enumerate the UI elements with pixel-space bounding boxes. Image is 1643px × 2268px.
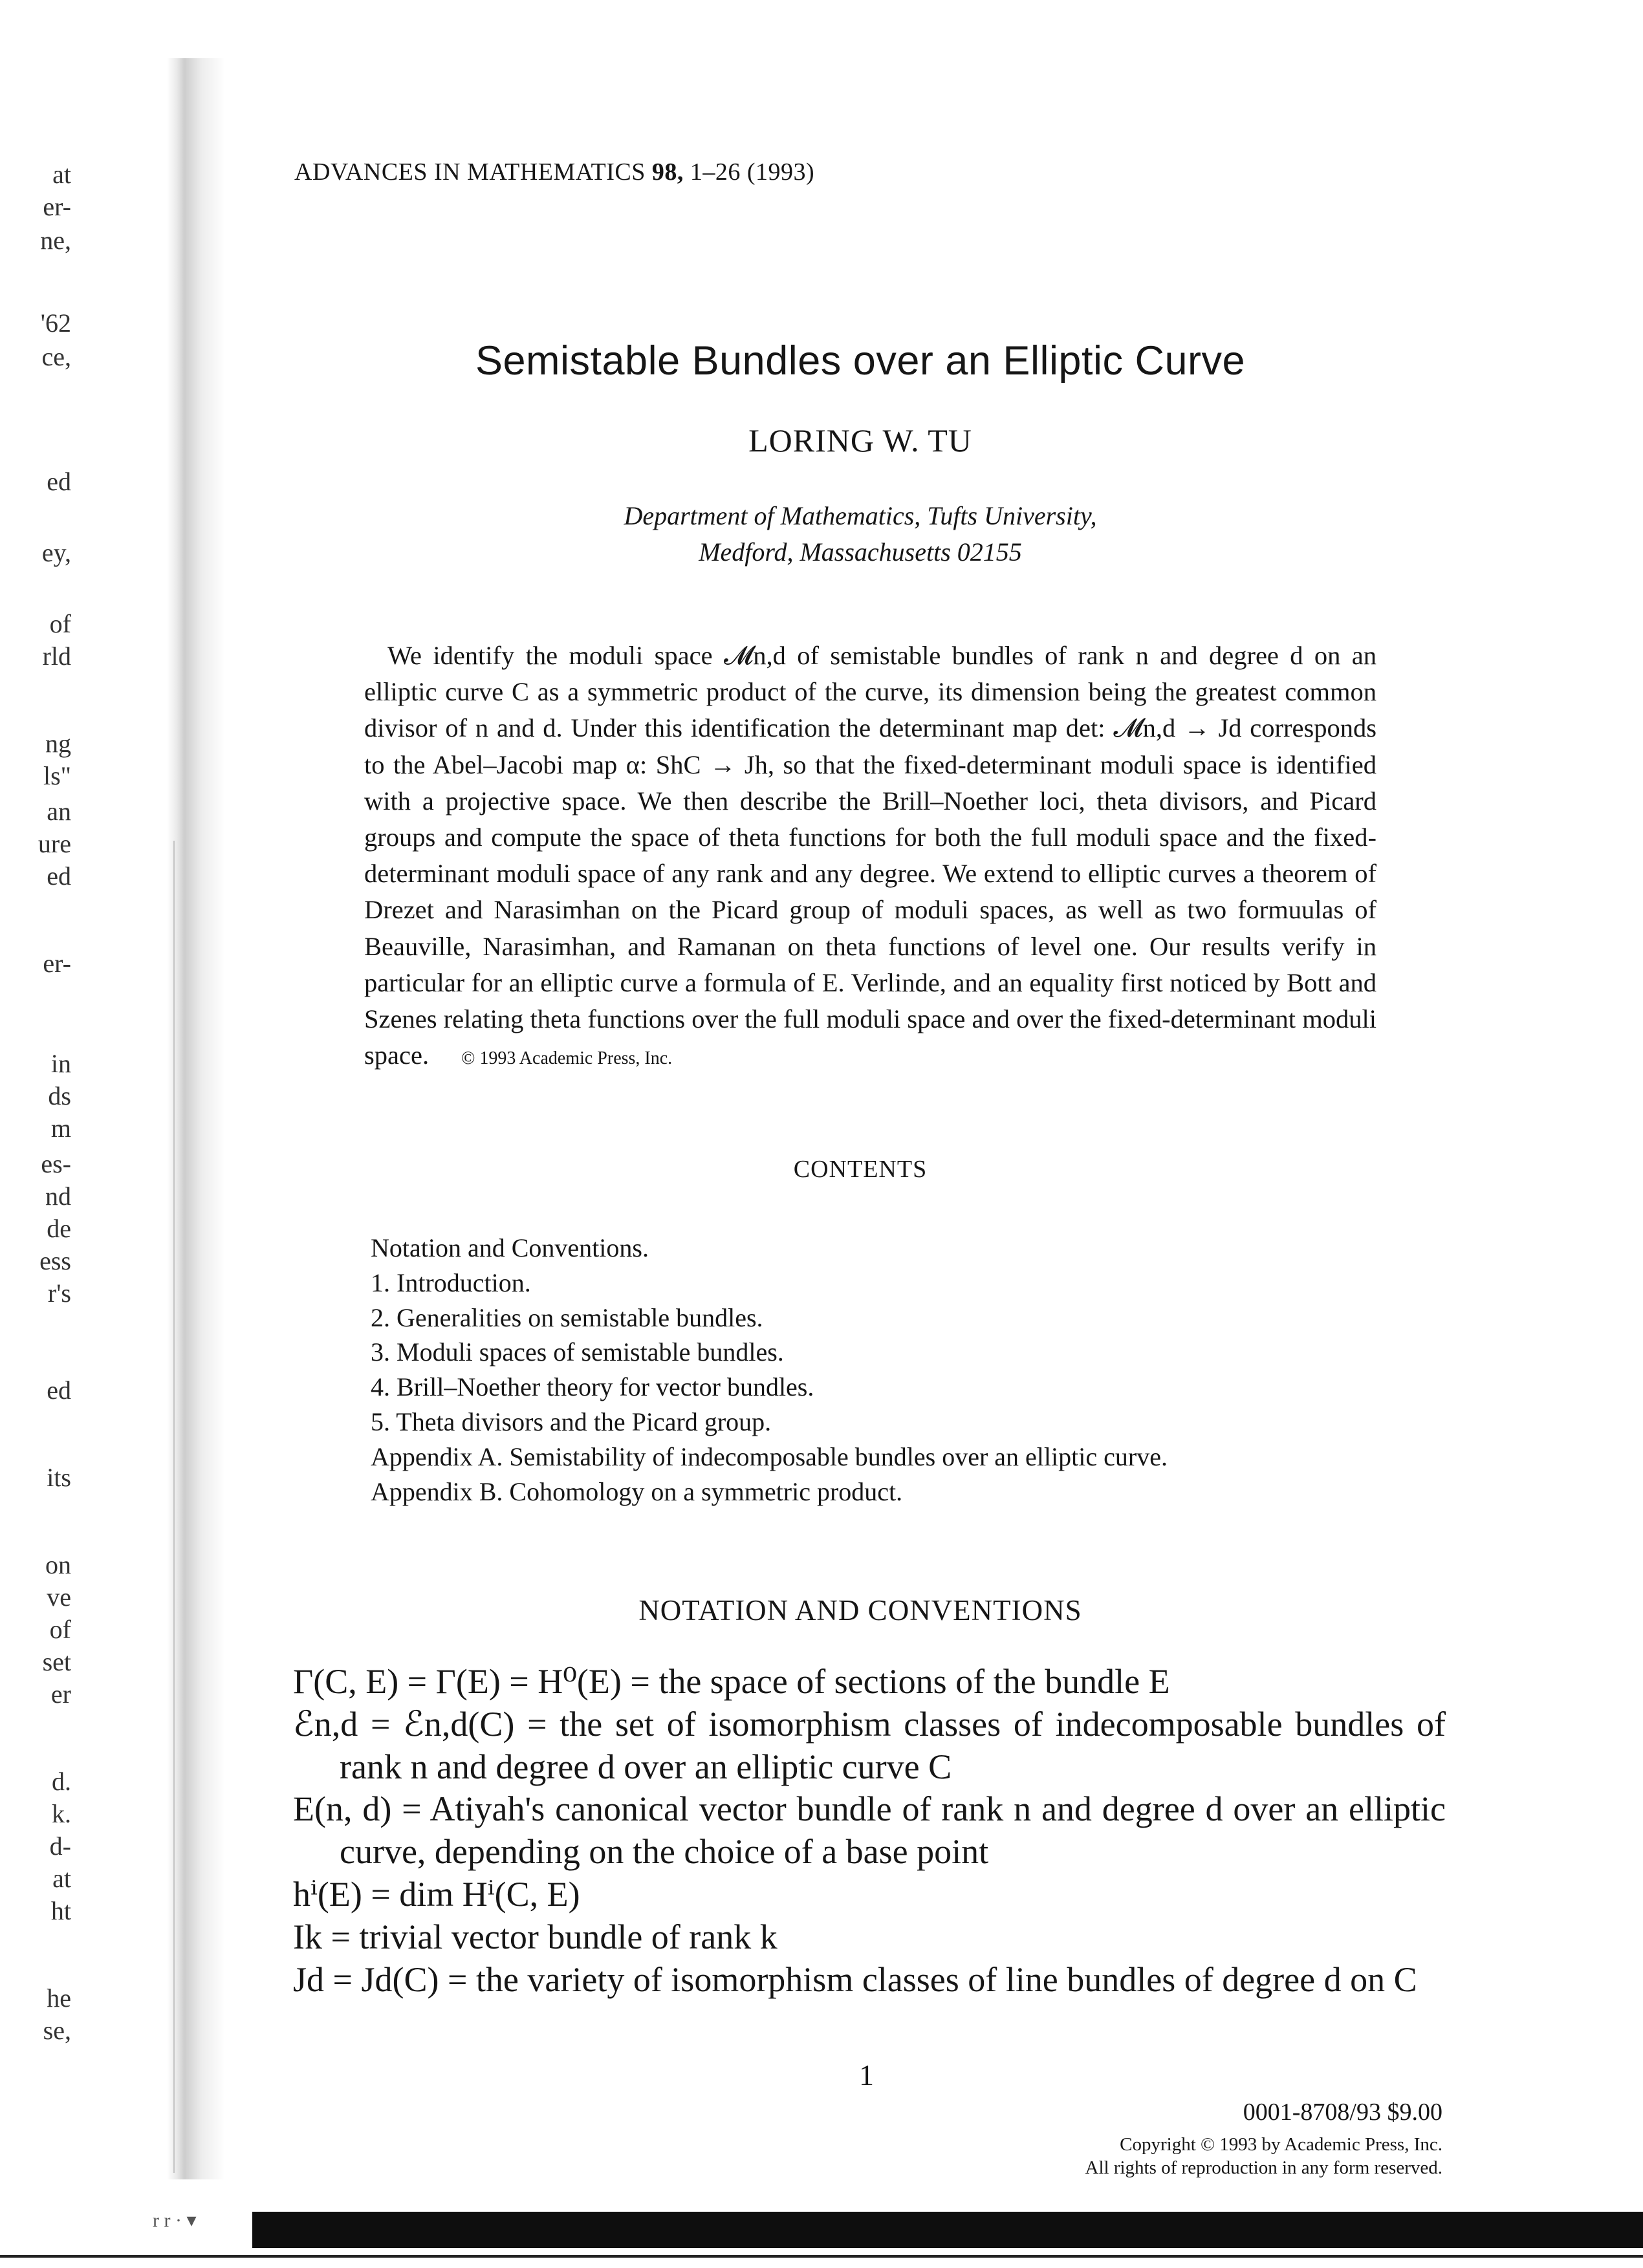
- margin-fragment: on: [45, 1550, 71, 1579]
- contents-item: 2. Generalities on semistable bundles.: [371, 1302, 763, 1332]
- abstract-copyright: © 1993 Academic Press, Inc.: [461, 1048, 673, 1069]
- scan-bottom-rule: [0, 2255, 1643, 2258]
- margin-fragment: k.: [52, 1799, 71, 1828]
- margin-fragment: rld: [42, 642, 71, 671]
- margin-fragment: er: [50, 1679, 71, 1709]
- margin-fragment: in: [50, 1049, 71, 1078]
- notation-item: Γ(C, E) = Γ(E) = H⁰(E) = the space of sections of the bundle E: [293, 1662, 1170, 1701]
- notation-item: Jd = Jd(C) = the variety of isomorphism classes of line bundles of degree d on C: [293, 1960, 1417, 1999]
- margin-fragment: d-: [49, 1831, 71, 1861]
- margin-fragment: ve: [47, 1582, 71, 1612]
- margin-fragment: at: [52, 160, 71, 189]
- contents-item: Appendix B. Cohomology on a symmetric product.: [371, 1476, 903, 1506]
- margin-fragment: es-: [41, 1149, 71, 1178]
- contents-item: 1. Introduction.: [371, 1268, 531, 1297]
- paper-title: Semistable Bundles over an Elliptic Curve: [475, 338, 1246, 383]
- margin-fragment: set: [42, 1647, 71, 1676]
- abstract: [364, 638, 1376, 1077]
- copyright-line-2: All rights of reproduction in any form reserved.: [1085, 2157, 1442, 2178]
- margin-fragment: ess: [39, 1246, 71, 1275]
- margin-fragment: of: [49, 1615, 71, 1644]
- contents-item: 3. Moduli spaces of semistable bundles.: [371, 1337, 784, 1367]
- gutter-line: [173, 841, 175, 2173]
- scan-edge-bar: [252, 2212, 1643, 2248]
- margin-fragment: ed: [47, 1376, 71, 1405]
- margin-fragment: ng: [45, 729, 71, 758]
- margin-fragment: se,: [43, 2016, 71, 2045]
- notation-item: E(n, d) = Atiyah's canonical vector bundle of rank n and degree d over an elliptic curve, depending on the choice of a base point: [293, 1789, 1446, 1872]
- contents-item: Appendix A. Semistability of indecomposable bundles over an elliptic curve.: [371, 1442, 1168, 1471]
- page-number: 1: [859, 2058, 874, 2091]
- margin-fragment: ls": [43, 761, 71, 790]
- margin-fragment: ne,: [40, 226, 71, 255]
- margin-fragment: ed: [47, 861, 71, 891]
- margin-fragment: '62: [40, 308, 71, 338]
- notation-item: ℰn,d = ℰn,d(C) = the set of isomorphism classes of indecomposable bundles of rank n and degree d over an elliptic curve C: [293, 1704, 1446, 1786]
- margin-fragment: de: [47, 1214, 71, 1243]
- contents-item: 4. Brill–Noether theory for vector bundles.: [371, 1372, 814, 1402]
- abstract-text: We identify the moduli space 𝓜n,d of semistable bundles of rank n and degree d on an elliptic curve C as a symmetric product of the curve, its dimension being the greatest common divisor of n and d. Under this identification the determinant map det: 𝓜n,d → Jd corresponds to the Abel–Jacobi map α: ShC → Jh, so that the fixed-determinant moduli space is identified with a projective space. We then describe the Brill–Noether loci, theta divisors, and Picard groups and compute the space of theta functions for both the full moduli space and the fixed-determinant moduli space of any rank and any degree. We extend to elliptic curves a theorem of Drezet and Narasimhan on the Picard group of moduli spaces, as well as two formuulas of Beauville, Narasimhan, and Ramanan on theta functions of level one. Our results verify in particular for an elliptic curve a formula of E. Verlinde, and an equality first noticed by Bott and Szenes relating theta functions over the full moduli space and over the fixed-determinant moduli space.: [364, 641, 1376, 1070]
- affiliation-line-1: Department of Mathematics, Tufts University,: [624, 501, 1097, 530]
- issn-price: 0001-8708/93 $9.00: [1243, 2099, 1442, 2126]
- notation-item: Ik = trivial vector bundle of rank k: [293, 1917, 778, 1956]
- affiliation-line-2: Medford, Massachusetts 02155: [699, 537, 1022, 567]
- margin-fragment: r's: [47, 1279, 71, 1308]
- contents-heading: CONTENTS: [793, 1156, 928, 1183]
- scan-tick-marks: r r · ▾: [153, 2210, 197, 2231]
- copyright-line-1: Copyright © 1993 by Academic Press, Inc.: [1120, 2134, 1442, 2155]
- contents-item: 5. Theta divisors and the Picard group.: [371, 1407, 772, 1436]
- contents-item: Notation and Conventions.: [371, 1233, 649, 1262]
- author: LORING W. TU: [748, 422, 972, 459]
- margin-fragment: ht: [50, 1896, 71, 1925]
- margin-fragment: ure: [38, 829, 71, 858]
- margin-fragment: at: [52, 1864, 71, 1893]
- contents-list: [371, 1231, 1168, 1509]
- notation-heading: NOTATION AND CONVENTIONS: [638, 1594, 1082, 1626]
- notation-list: [293, 1661, 1446, 2001]
- margin-fragment: ds: [48, 1081, 71, 1110]
- margin-fragment: m: [50, 1114, 71, 1143]
- margin-fragment: ed: [47, 467, 71, 496]
- margin-fragment: ey,: [41, 538, 71, 567]
- journal-volume: 98,: [651, 158, 684, 186]
- margin-fragment: ce,: [41, 342, 71, 371]
- affiliation: [0, 498, 1643, 570]
- copyright-notice: [1085, 2133, 1442, 2179]
- margin-fragment: an: [47, 797, 71, 826]
- journal-header: [294, 158, 814, 186]
- margin-fragment: of: [49, 609, 71, 638]
- margin-fragment: d.: [52, 1767, 71, 1796]
- journal-name: ADVANCES IN MATHEMATICS: [294, 158, 646, 186]
- margin-fragment: nd: [45, 1182, 71, 1211]
- margin-fragment: er-: [43, 192, 71, 221]
- journal-pages-year: 1–26 (1993): [690, 158, 815, 186]
- notation-item: hⁱ(E) = dim Hⁱ(C, E): [293, 1874, 580, 1914]
- margin-fragment: er-: [43, 949, 71, 978]
- margin-fragment: he: [47, 1983, 71, 2013]
- margin-fragment: its: [47, 1463, 71, 1492]
